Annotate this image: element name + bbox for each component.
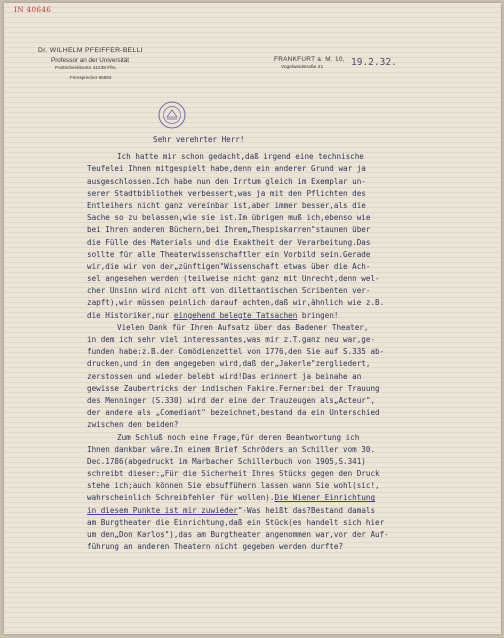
letter-line: sollte für alle Theaterwissenschaftler ein Vorbild sein.Gerade <box>87 249 371 259</box>
letter-line: Teufelei Ihnen mitgespielt habe,denn ein anderer Grund war ja <box>87 164 366 174</box>
letter-line: sel angesehen werden (teilweise nicht ganz mit Unrecht,denn wel- <box>87 274 380 284</box>
letter-page <box>4 3 501 634</box>
letter-line: Ihnen dankbar wäre.In einem Brief Schröders an Schiller vom 30. <box>87 444 376 454</box>
letter-line: am Burgtheater die Einrichtung,daß ein Stück(es handelt sich hier <box>87 517 385 527</box>
letter-line: in diesem Punkte ist mir zuwieder"-Was heißt das?Bestand damals <box>87 505 376 515</box>
letter-line: Dec.1786(abgedruckt im Marbacher Schillerbuch von 1905,S.341) <box>87 456 366 466</box>
letter-line: schreibt dieser:„Für die Sicherheit Ihres Stücks gegen den Druck <box>87 469 380 479</box>
letter-body <box>87 134 501 553</box>
letter-line: Vielen Dank für Ihren Aufsatz über das Badener Theater, <box>117 322 369 332</box>
letter-line: funden habe:z.B.der Comödienzettel von 1776,den Sie auf S.335 ab- <box>87 347 385 357</box>
letter-line: wir,die wir von der„zünftigen"Wissenschaft etwas über die Ach- <box>87 261 371 271</box>
letter-line: Sache so zu belassen,wie sie ist.Im übrigen muß ich,ebenso wie <box>87 213 371 223</box>
letter-line: in dem ich sehr viel interessantes,was mir z.T.ganz neu war,ge- <box>87 335 376 345</box>
letterhead-name: Dr. WILHELM PFEIFFER-BELLI <box>38 47 143 54</box>
letter-line: bei Ihren anderen Büchern,bei Ihrem„Thespiskarren"staunen über <box>87 225 371 235</box>
letter-line: Zum Schluß noch eine Frage,für deren Beantwortung ich <box>117 432 360 442</box>
letter-line: zerstossen und wieder belebt wird!Das erinnert ja beinahe an <box>87 371 362 381</box>
archive-mark: IN 40646 <box>14 6 52 14</box>
letterhead-city: FRANKFURT a. M. 10, <box>274 56 345 63</box>
letter-line: die Historiker,nur eingehend belegte Tatsachen bringen! <box>87 310 339 320</box>
letter-line: cher Unsinn wird nicht oft von dilettantischen Scribenten ver- <box>87 286 371 296</box>
letter-line: Entleihers nicht ganz vereinbar ist,aber immer besser,als die <box>87 200 366 210</box>
letterhead-street: Vogelweidstraße 21 <box>281 65 324 70</box>
letter-line: gewisse Zaubertricks der indischen Fakire.Ferner:bei der Trauung <box>87 383 380 393</box>
salutation: Sehr verehrter Herr! <box>153 135 245 144</box>
letter-line: des Menninger (S.330) wird der eine der Trauzeugen als„Acteur", <box>87 395 376 405</box>
letterhead-postscheck: Postscheckkonto 41238 Ffm. <box>55 66 117 71</box>
letter-line: serer Stadtbibliothek verbessert,was ja mit den Pflichten des <box>87 188 366 198</box>
letter-line: zapft),wir müssen peinlich darauf achten,daß wir,ähnlich wie z.B. <box>87 298 385 308</box>
letter-line: der andere als „Comediant" bezeichnet,bestand da ein Unterschied <box>87 408 380 418</box>
library-stamp-icon <box>158 101 186 129</box>
letter-line: um den„Don Karlos"),das am Burgtheater angenommen war,vor der Auf- <box>87 530 389 540</box>
letter-lines <box>87 151 501 553</box>
letter-line: Ich hatte mir schon gedacht,daß irgend eine technische <box>117 152 364 162</box>
letter-line: stehe ich;auch können Sie ebsuffühern lassen wann Sie wohl(sic!, <box>87 481 380 491</box>
letterhead-phone: Fernsprecher 65593 <box>70 75 112 80</box>
letter-date: 19.2.32. <box>351 57 397 68</box>
letter-line: führung an anderen Theatern nicht gegeben werden durfte? <box>87 542 344 552</box>
letter-line: drucken,und in dem angegeben wird,daß der„Jakerle"zergliedert, <box>87 359 371 369</box>
letter-line: wahrscheinlich Schreibfehler für wollen).Die Wiener Einrichtung <box>87 493 376 503</box>
letterhead-title: Professor an der Universität <box>51 57 130 64</box>
letter-line: ausgeschlossen.Ich habe nun den Irrtum gleich im Exemplar un- <box>87 176 366 186</box>
letter-line: die Fülle des Materials und die Exaktheit der Verarbeitung.Das <box>87 237 371 247</box>
letter-line: zwischen den beiden? <box>87 420 179 430</box>
